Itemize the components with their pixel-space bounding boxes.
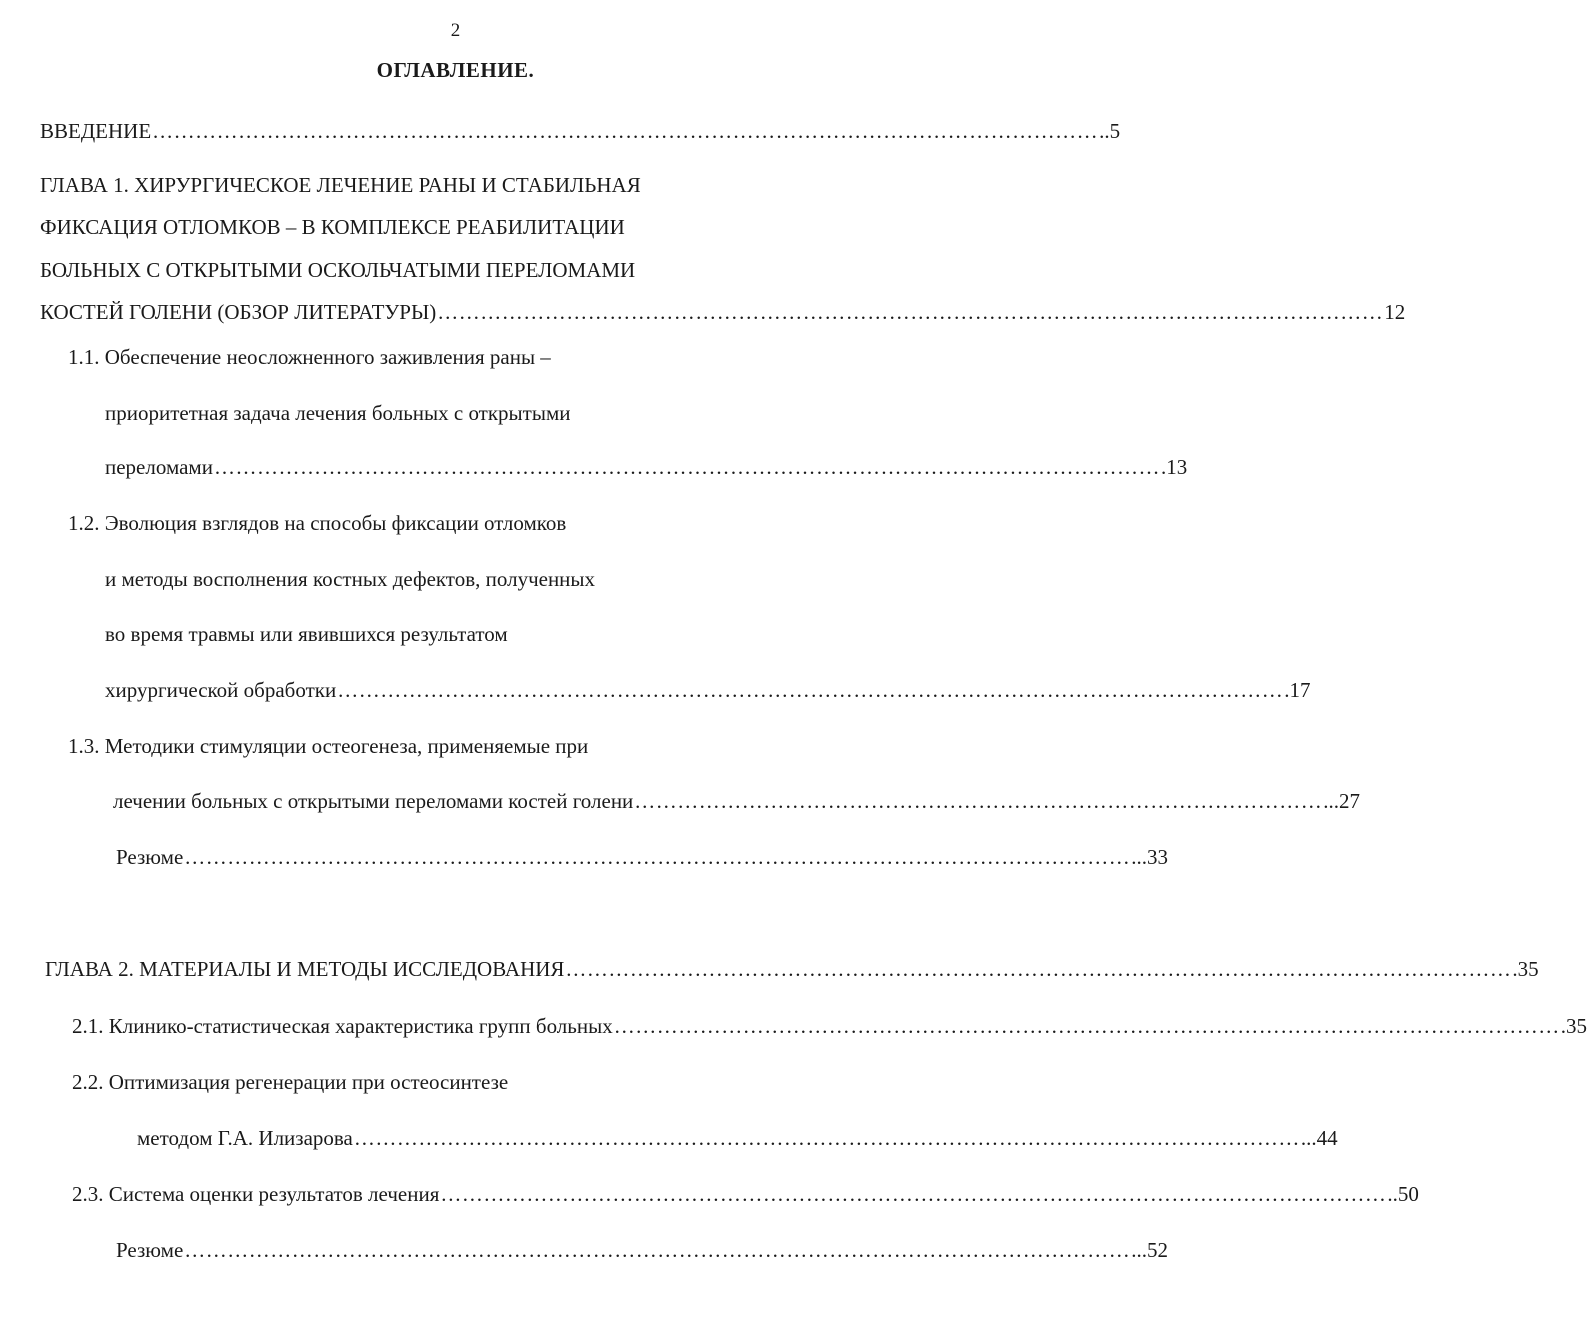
toc-entry-text: КОСТЕЙ ГОЛЕНИ (ОБЗОР ЛИТЕРАТУРЫ) — [40, 300, 437, 324]
leader-dots: …………………………………………………………………………………… — [634, 789, 1323, 813]
toc-entry-text: переломами — [105, 455, 213, 479]
toc-section-2-2-line1: 2.2. Оптимизация регенерации при остеосинтезе — [72, 1070, 509, 1094]
toc-entry-page: .35 — [1512, 957, 1539, 981]
toc-entry-page: 12 — [1384, 300, 1406, 324]
toc-entry-page: ...27 — [1323, 789, 1361, 813]
toc-entry-page: .17 — [1284, 678, 1311, 702]
leader-dots: …………………………………………………………………………………………………………………… — [613, 1014, 1560, 1038]
leader-dots: …………………………………………………………………………………………………………………… — [184, 845, 1131, 869]
toc-entry-text: Резюме — [116, 845, 184, 869]
toc-section-1-2-line2: и методы восполнения костных дефектов, полученных — [105, 567, 596, 591]
toc-entry-text: лечении больных с открытыми переломами костей голени — [113, 789, 634, 813]
page-number: 2 — [450, 20, 461, 41]
toc-section-1-1-line2: приоритетная задача лечения больных с открытыми — [105, 401, 571, 425]
toc-resume-1 — [116, 842, 1169, 872]
toc-chapter1-line3: БОЛЬНЫХ С ОТКРЫТЫМИ ОСКОЛЬЧАТЫМИ ПЕРЕЛОМАМИ — [40, 258, 636, 282]
toc-section-1-2-line4 — [105, 675, 1311, 705]
toc-section-2-1 — [72, 1011, 1587, 1041]
toc-entry-page: ...52 — [1131, 1238, 1169, 1262]
toc-section-2-3 — [72, 1179, 1419, 1209]
toc-chapter1-line1: ГЛАВА 1. ХИРУРГИЧЕСКОЕ ЛЕЧЕНИЕ РАНЫ И СТАБИЛЬНАЯ — [40, 173, 641, 197]
toc-entry-page: ..5 — [1099, 119, 1121, 143]
leader-dots: …………………………………………………………………………………………………………………… — [152, 119, 1099, 143]
toc-entry-text: методом Г.А. Илизарова — [137, 1126, 353, 1150]
toc-entry-page: ...44 — [1300, 1126, 1338, 1150]
toc-section-1-1-line3 — [105, 452, 1188, 482]
toc-entry-intro — [40, 116, 1121, 146]
toc-entry-text: 2.1. Клинико-статистическая характеристика групп больных — [72, 1014, 613, 1038]
toc-chapter1-line4 — [40, 297, 1406, 327]
toc-section-1-2-line1: 1.2. Эволюция взглядов на способы фиксации отломков — [68, 511, 567, 535]
toc-entry-page: .13 — [1160, 455, 1188, 479]
toc-entry-text: 2.3. Система оценки результатов лечения — [72, 1182, 440, 1206]
toc-entry-text: хирургической обработки — [105, 678, 337, 702]
leader-dots: …………………………………………………………………………………………………………………… — [213, 455, 1160, 479]
leader-dots: …………………………………………………………………………………………………………………… — [184, 1238, 1131, 1262]
toc-entry-page: .35 — [1560, 1014, 1587, 1038]
toc-entry-text: ВВЕДЕНИЕ — [40, 119, 152, 143]
leader-dots: …………………………………………………………………………………………………………………… — [437, 300, 1384, 324]
toc-chapter1-line2: ФИКСАЦИЯ ОТЛОМКОВ – В КОМПЛЕКСЕ РЕАБИЛИТАЦИИ — [40, 215, 625, 239]
toc-entry-text: Резюме — [116, 1238, 184, 1262]
toc-section-1-3-line1: 1.3. Методики стимуляции остеогенеза, применяемые при — [68, 734, 589, 758]
toc-resume-2 — [116, 1235, 1169, 1265]
toc-entry-text: ГЛАВА 2. МАТЕРИАЛЫ И МЕТОДЫ ИССЛЕДОВАНИЯ — [45, 957, 565, 981]
toc-chapter2 — [45, 954, 1539, 984]
toc-title: ОГЛАВЛЕНИЕ. — [376, 58, 535, 82]
toc-section-2-2-line2 — [137, 1123, 1338, 1153]
toc-entry-page: ..50 — [1387, 1182, 1419, 1206]
leader-dots: …………………………………………………………………………………………………………………… — [565, 957, 1512, 981]
leader-dots: …………………………………………………………………………………………………………………… — [440, 1182, 1387, 1206]
toc-section-1-3-line2 — [113, 786, 1361, 816]
leader-dots: …………………………………………………………………………………………………………………… — [337, 678, 1284, 702]
leader-dots: …………………………………………………………………………………………………………………… — [353, 1126, 1300, 1150]
toc-entry-page: ...33 — [1131, 845, 1169, 869]
toc-section-1-1-line1: 1.1. Обеспечение неосложненного заживления раны – — [68, 345, 551, 369]
toc-section-1-2-line3: во время травмы или явившихся результатом — [105, 622, 508, 646]
